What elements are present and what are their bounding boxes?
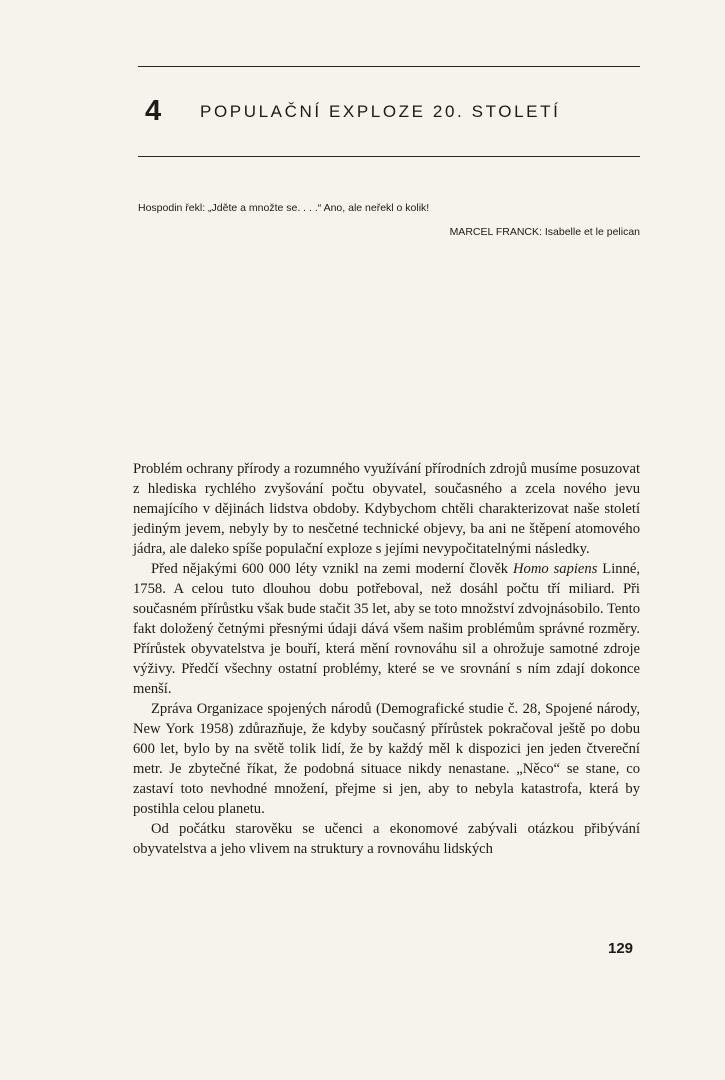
chapter-title: POPULAČNÍ EXPLOZE 20. STOLETÍ xyxy=(200,102,561,121)
epigraph-source: MARCEL FRANCK: Isabelle et le pelican xyxy=(449,226,640,238)
chapter-number: 4 xyxy=(145,95,162,127)
top-rule xyxy=(138,66,640,67)
body-text xyxy=(133,459,640,859)
bottom-rule xyxy=(138,156,640,157)
paragraph xyxy=(133,699,640,819)
page-number: 129 xyxy=(608,940,634,957)
paragraph xyxy=(133,819,640,859)
paragraph-text: Od počátku starověku se učenci a ekonomové zabývali otázkou přibývání obyvatelstva a jeho vlivem na struktury a rovnováhu lidských xyxy=(133,821,640,857)
epigraph-quote: Hospodin řekl: „Jděte a množte se. . . .“ Ano, ale neřekl o kolik! xyxy=(138,202,430,214)
paragraph xyxy=(133,459,640,559)
chapter-header xyxy=(145,94,645,134)
paragraph-text: Před nějakými 600 000 léty vznikl na zemi moderní člověk xyxy=(151,561,514,577)
paragraph xyxy=(133,559,640,699)
species-name: Homo sapiens xyxy=(513,561,598,577)
paragraph-text: Zpráva Organizace spojených národů (Demografické studie č. 28, Spojené národy, New York 1958) zdůrazňuje, že kdyby současný přírůstek pokračoval ještě po dobu 600 let, bylo by na světě tolik lidí, že by každý měl k dispozici jen jeden čtvereční metr. Je zbytečné říkat, že podobná situace nikdy nenastane. „Něco“ se stane, co zastaví toto nevhodné množení, přejme si jen, aby to nebyla katastrofa, která by postihla celou planetu. xyxy=(133,701,640,817)
paragraph-text: Linné, 1758. A celou tuto dlouhou dobu potřeboval, než dosáhl počtu tří miliard. Při současném přírůstku však bude stačit 35 let, aby se toto množství zdvojnásobilo. Tento fakt doložený četnými přesnými údaji dává všem našim problémům správné rozměry. Přírůstek obyvatelstva je bouří, která mění rovnováhu sil a ohrožuje samotné zdroje výživy. Předčí všechny ostatní problémy, které se ve srovnání s ním zdají dokonce menší. xyxy=(133,561,640,697)
paragraph-text: Problém ochrany přírody a rozumného využívání přírodních zdrojů musíme posuzovat z hlediska rychlého zvyšování počtu obyvatel, současného a zcela nového jevu nemajícího v dějinách lidstva obdoby. Kdybychom chtěli charakterizovat naše století jediným jevem, nebyly by to nesčetné technické objevy, ba ani ne štěpení atomového jádra, ale daleko spíše populační exploze s jejími nevypočitatelnými následky. xyxy=(133,461,640,557)
